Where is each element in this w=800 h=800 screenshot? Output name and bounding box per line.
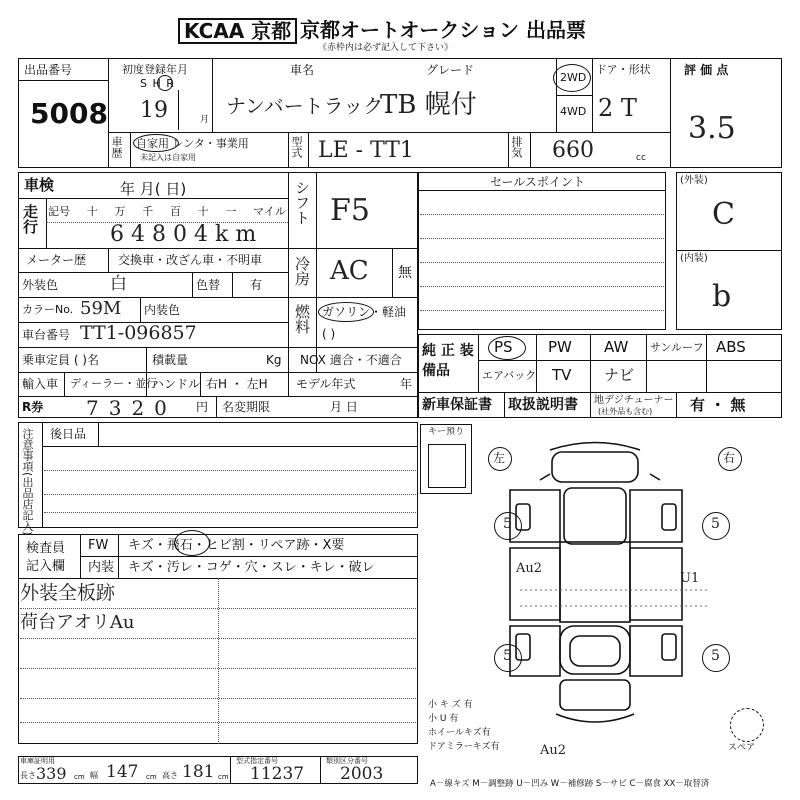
import-label: 輸入車 (22, 377, 59, 391)
year-value: 19 (140, 98, 168, 123)
shift-value: F5 (330, 193, 370, 228)
equipment-label: 純 正 装備品 (422, 343, 474, 379)
ac-value: AC (330, 256, 369, 286)
load-unit: Kg (266, 353, 282, 367)
equip-aw: AW (604, 338, 629, 356)
mileage-head: マイル (253, 205, 286, 218)
lot-label: 出品番号 (24, 63, 73, 77)
tire-fl-value: 5 (503, 516, 512, 532)
footer-legend: A－線キズ M－調整跡 U－凹み W－補修跡 S－サビ C－腐食 XX－取替済 (430, 779, 710, 789)
model-value: LE - TT1 (318, 138, 414, 163)
chassis-label: 車台番号 (22, 328, 71, 342)
inspector-comment2: 荷台アオリAu (20, 612, 135, 633)
ext-color-label: 外装色 (22, 278, 59, 292)
car-diagram (480, 430, 780, 750)
damage-mark-u: U1 (680, 571, 700, 586)
legend-item: 小 キ ズ 有 (428, 700, 473, 710)
handle-options: 右H ・ 左H (206, 377, 268, 391)
legend-item: ホイールキズ有 (428, 728, 491, 738)
left-mark-text: 左 (493, 451, 506, 465)
sales-point-box (418, 172, 666, 330)
type-no-value: 11237 (250, 764, 305, 784)
inspection-label: 車検 (24, 176, 55, 194)
cm-unit: cm (218, 773, 229, 781)
int-color-label: 内装色 (144, 303, 181, 317)
first-reg-label: 初度登録年月 (122, 63, 188, 76)
color-no-label: カラーNo. (22, 303, 74, 316)
equip-tuner-value: 有 ・ 無 (690, 396, 746, 414)
fuel-label: 燃料 (293, 304, 311, 334)
dim-height-label: 高さ (162, 771, 178, 780)
damage-mark-a: Au2 (516, 561, 543, 576)
color-no-value: 59M (80, 298, 122, 319)
inspection-fields: 年 月( 日) (120, 180, 187, 198)
shift-label: シフト (293, 180, 311, 225)
dim-length-value: 339 (36, 764, 67, 783)
name-value: ナンバートラック (226, 94, 384, 118)
fuel-options: ガソリン・軽油 (322, 305, 407, 319)
mileage-head: 十 (197, 205, 209, 218)
meter-label: メーター歴 (26, 253, 87, 267)
recycle-value: 7320 (86, 396, 177, 420)
fw-circle (174, 530, 210, 556)
key-inner (428, 444, 466, 488)
fw-label: FW (88, 538, 109, 553)
notes-first-line: 後日品 (50, 427, 87, 441)
class-no-label: 類別区分番号 (326, 757, 368, 765)
dim-label: 車庫証明用 (20, 757, 55, 765)
equip-sunroof: サンルーフ (650, 341, 704, 354)
drive-2wd: 2WD (560, 71, 587, 84)
meter-options: 交換車・改ざん車・不明車 (118, 253, 263, 267)
nox-label: NOX 適合・不適合 (300, 353, 402, 367)
era-circle (157, 75, 173, 91)
equip-ps: PS (494, 338, 513, 356)
dim-width-label: 幅 (90, 771, 98, 780)
mileage-head: 一 (225, 205, 237, 218)
spare-circle (730, 708, 764, 742)
cm-unit: cm (74, 773, 85, 781)
logo: KCAA 京都 (178, 18, 297, 44)
import-options: ディーラー・並行 (70, 377, 158, 390)
dim-width-value: 147 (106, 762, 139, 782)
mileage-head: 百 (169, 205, 181, 218)
month-suffix: 月 (200, 115, 210, 125)
lot-number: 5008 (30, 97, 108, 130)
capacity-label: 乗車定員 ( )名 (22, 353, 99, 367)
tire-rl-value: 5 (503, 648, 512, 664)
ac-label: 冷房 (293, 256, 311, 286)
sales-point-label: セールスポイント (490, 175, 585, 189)
name-change-label: 名変期限 (222, 400, 271, 414)
int-label: 内装 (88, 560, 115, 575)
right-mark-text: 右 (723, 451, 736, 465)
mileage-label: 走行 (21, 204, 39, 234)
mileage-head: 千 (142, 205, 154, 218)
chassis-value: TT1-096857 (80, 322, 197, 344)
repaint-label: 色替 (196, 278, 221, 292)
int-cond-label: (内装) (680, 253, 708, 264)
rating-value: 3.5 (688, 111, 736, 146)
equip-navi: ナビ (604, 366, 635, 384)
door-label: ドア・形状 (596, 63, 651, 76)
history-circle (133, 134, 179, 152)
class-no-value: 2003 (340, 764, 384, 784)
equip-tuner-note: (社外品も含む) (598, 407, 653, 416)
equip-tuner-label: 地デジチューナー (594, 395, 674, 406)
history-options: 自家用 レンタ・事業用 (136, 137, 249, 150)
grade-label: グレード (426, 63, 475, 77)
mileage-value: 64804km (110, 222, 264, 247)
mileage-head: 万 (114, 205, 126, 218)
tire-rr-value: 5 (711, 648, 720, 664)
drive-4wd: 4WD (560, 105, 587, 118)
dim-length-label: 長さ (20, 771, 36, 780)
equip-manual: 取扱説明書 (508, 397, 578, 413)
int-cond-value: b (712, 279, 732, 314)
displacement-value: 660 (552, 138, 594, 163)
tire-fr-value: 5 (711, 516, 720, 532)
cm-unit: cm (146, 773, 157, 781)
history-label: 車歴 (110, 136, 123, 158)
mileage-head: 十 (86, 205, 98, 218)
fuel-circle (318, 302, 374, 322)
name-change-fields: 月 日 (330, 400, 358, 414)
equip-airbag: エアバック (482, 369, 537, 382)
ext-color-value: 白 (110, 274, 127, 294)
ac-none: 無 (398, 265, 412, 281)
recycle-label: R券 (22, 400, 44, 414)
fw-items: キズ・飛石・ヒビ割・リペア跡・X要 (128, 538, 345, 553)
rating-label: 評 価 点 (684, 63, 729, 77)
equip-ps-circle (488, 336, 526, 360)
form-title: 京都オートオークション 出品票 (300, 18, 586, 42)
handle-label: ハンドル (152, 377, 201, 391)
legend-item: 小 U 有 (428, 714, 459, 724)
inspector-label: 検査員記入欄 (26, 541, 66, 575)
equip-warranty: 新車保証書 (422, 397, 492, 413)
inspector-comment1: 外装全板跡 (20, 582, 116, 604)
ext-cond-label: (外装) (680, 175, 708, 186)
dim-height-value: 181 (182, 762, 215, 782)
equip-pw: PW (548, 338, 572, 356)
yen-unit: 円 (196, 400, 209, 414)
model-label: 型式 (290, 136, 303, 158)
drive-circle (553, 64, 591, 92)
door-value: 2 T (598, 94, 637, 122)
fuel-paren: ( ) (322, 327, 336, 341)
name-label: 車名 (290, 63, 315, 77)
model-year-unit: 年 (400, 377, 413, 391)
type-no-label: 型式指定番号 (236, 757, 278, 765)
spare-label: スペア (728, 743, 756, 753)
cc-unit: cc (636, 153, 646, 163)
equip-abs: ABS (716, 338, 746, 356)
mileage-head: 記号 (48, 205, 70, 218)
int-items: キズ・汚レ・コゲ・穴・スレ・キレ・破レ (128, 560, 375, 575)
model-year-label: モデル年式 (296, 377, 356, 391)
form-note: 《赤枠内は必ず記入して下さい》 (318, 43, 454, 53)
ext-cond-value: C (712, 197, 735, 232)
legend-item: ドアミラーキズ有 (428, 742, 500, 752)
equip-tv: TV (552, 366, 572, 384)
grade-value: TB 幌付 (380, 90, 477, 120)
history-note: 未記入は自家用 (140, 153, 196, 162)
diagram-legend (428, 698, 500, 754)
damage-mark-b: Au2 (540, 743, 567, 758)
load-label: 積載量 (152, 353, 189, 367)
key-label: キー預り (428, 427, 465, 437)
displacement-label: 排気 (510, 136, 523, 158)
repaint-value: 有 (250, 278, 263, 292)
mileage-heads (48, 203, 286, 219)
notes-label: 注意事項(出品店記入) (21, 428, 34, 536)
era-label: S H R (140, 77, 175, 90)
